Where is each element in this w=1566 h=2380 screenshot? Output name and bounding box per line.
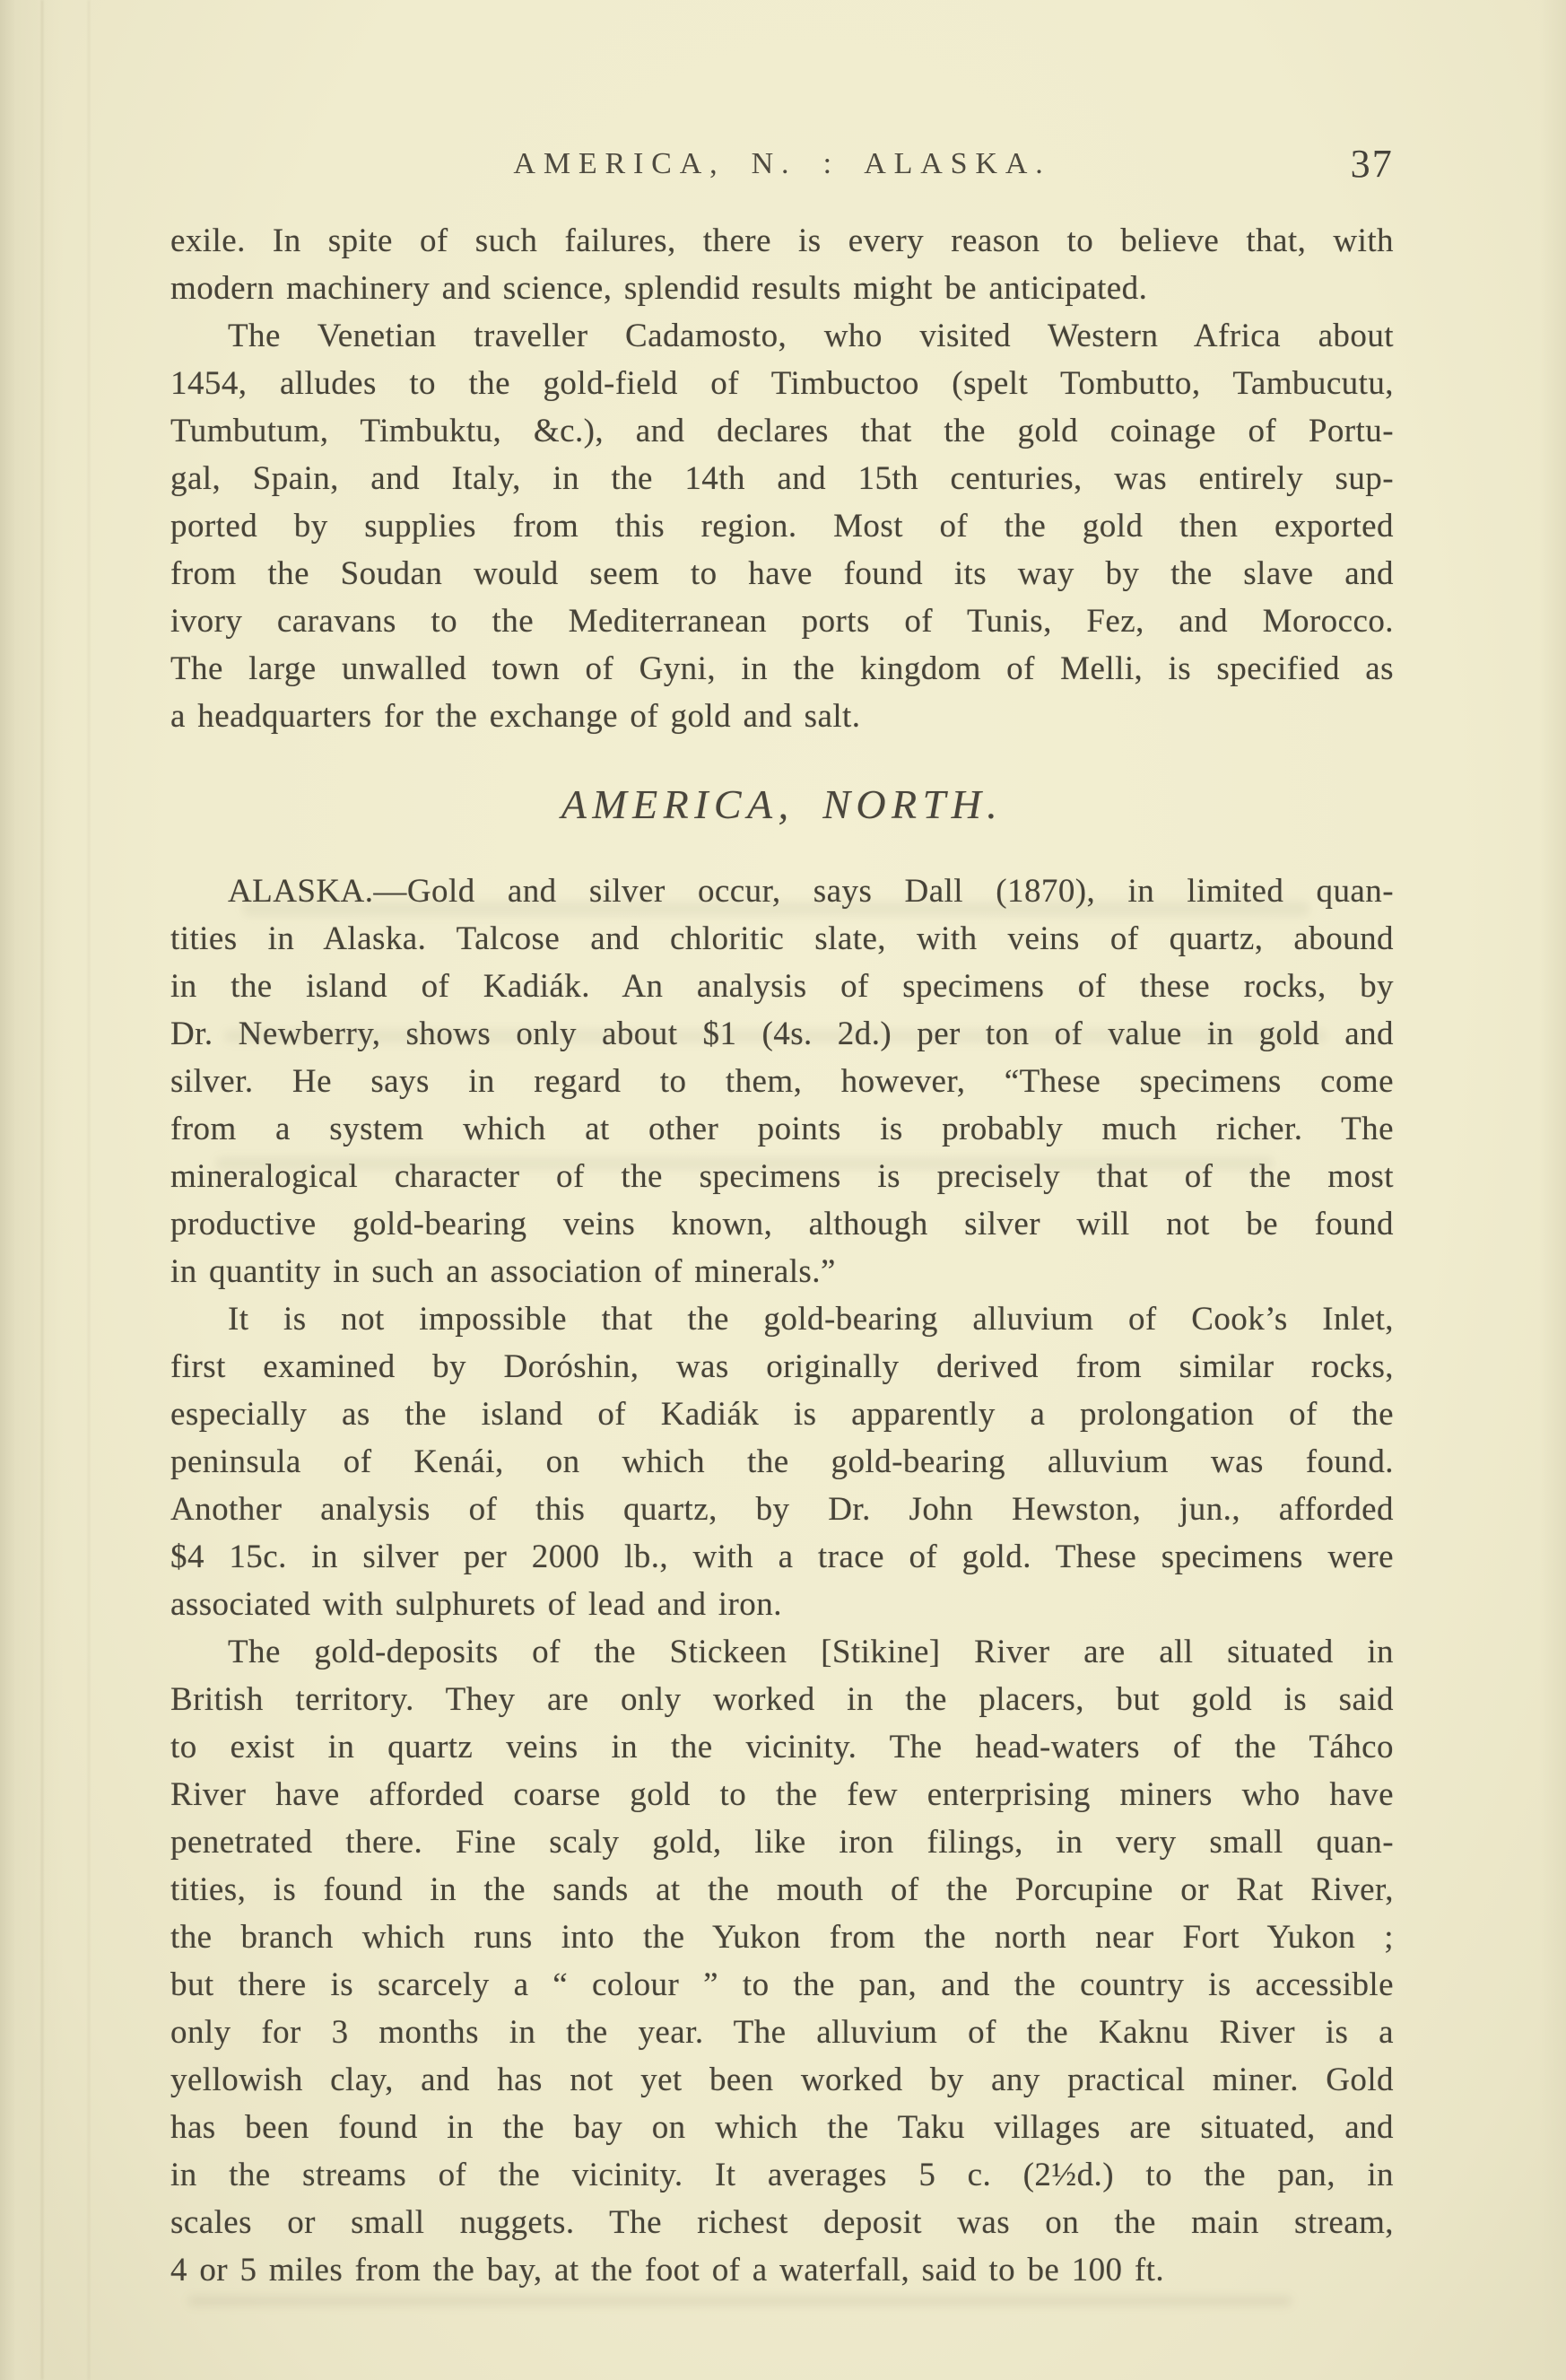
text-line: from the Soudan would seem to have found its way by the slave and [170,555,1394,592]
text-line: The gold-deposits of the Stickeen [Stikine] River are all situated in [228,1634,1394,1670]
text-line: $4 15c. in silver per 2000 lb., with a trace of gold. These specimens were [170,1539,1394,1575]
page-crease [88,0,90,2380]
text-line: ALASKA.—Gold and silver occur, says Dall (1870), in limited quan- [228,873,1394,910]
page-crease [41,0,43,2380]
text-line: Another analysis of this quartz, by Dr. John Hewston, jun., afforded [170,1491,1394,1528]
text-line: scales or small nuggets. The richest deposit was on the main stream, [170,2204,1394,2241]
page-header [170,142,1394,187]
text-line: a headquarters for the exchange of gold and salt. [170,698,861,735]
paragraph-block-bottom [170,867,1394,2294]
text-line: ported by supplies from this region. Most of the gold then exported [170,508,1394,545]
text-line: but there is scarcely a “ colour ” to the pan, and the country is accessible [170,1966,1394,2003]
page-body [170,217,1394,2294]
text-line: It is not impossible that the gold-bearing alluvium of Cook’s Inlet, [228,1301,1394,1338]
text-line: Dr. Newberry, shows only about $1 (4s. 2d.) per ton of value in gold and [170,1016,1394,1052]
text-line: in the streams of the vicinity. It averages 5 c. (2½d.) to the pan, in [170,2157,1394,2193]
text-line: to exist in quartz veins in the vicinity. The head-waters of the Táhco [170,1729,1394,1765]
text-line: 4 or 5 miles from the bay, at the foot of a waterfall, said to be 100 ft. [170,2252,1165,2288]
text-line: The Venetian traveller Cadamosto, who visited Western Africa about [228,318,1394,354]
text-line: modern machinery and science, splendid results might be anticipated. [170,270,1148,307]
text-line: 1454, alludes to the gold-field of Timbuctoo (spelt Tombutto, Tambucutu, [170,365,1394,402]
text-line: especially as the island of Kadiák is apparently a prolongation of the [170,1396,1394,1433]
text-line: the branch which runs into the Yukon from the north near Fort Yukon ; [170,1919,1394,1956]
text-line: productive gold-bearing veins known, although silver will not be found [170,1206,1394,1242]
text-line: silver. He says in regard to them, however, “These specimens come [170,1063,1394,1100]
text-line: in the island of Kadiák. An analysis of specimens of these rocks, by [170,968,1394,1005]
text-line: associated with sulphurets of lead and iron. [170,1586,782,1623]
text-line: from a system which at other points is probably much richer. The [170,1111,1394,1147]
text-line: in quantity in such an association of minerals.” [170,1253,836,1290]
page-number: 37 [1350,142,1394,186]
text-line: tities, is found in the sands at the mouth of the Porcupine or Rat River, [170,1871,1394,1908]
text-line: Tumbutum, Timbuktu, &c.), and declares that the gold coinage of Portu- [170,413,1394,449]
running-title: AMERICA, N. : ALASKA. [513,147,1051,180]
text-line: peninsula of Kenái, on which the gold-bearing alluvium was found. [170,1443,1394,1480]
show-through-ghost [188,2297,1292,2306]
text-line: ivory caravans to the Mediterranean ports of Tunis, Fez, and Morocco. [170,603,1394,640]
text-line: River have afforded coarse gold to the few enterprising miners who have [170,1776,1394,1813]
text-line: tities in Alaska. Talcose and chloritic slate, with veins of quartz, abound [170,920,1394,957]
text-line: first examined by Doróshin, was originally derived from similar rocks, [170,1348,1394,1385]
text-line: mineralogical character of the specimens is precisely that of the most [170,1158,1394,1195]
text-line: The large unwalled town of Gyni, in the kingdom of Melli, is specified as [170,650,1394,687]
text-line: gal, Spain, and Italy, in the 14th and 15th centuries, was entirely sup- [170,460,1394,497]
text-line: British territory. They are only worked in the placers, but gold is said [170,1681,1394,1718]
text-line: only for 3 months in the year. The alluvium of the Kaknu River is a [170,2014,1394,2051]
text-line: penetrated there. Fine scaly gold, like iron filings, in very small quan- [170,1824,1394,1861]
text-line: yellowish clay, and has not yet been worked by any practical miner. Gold [170,2062,1394,2098]
text-line: exile. In spite of such failures, there is every reason to believe that, with [170,222,1394,259]
paragraph-block-top [170,217,1394,740]
text-line: has been found in the bay on which the Taku villages are situated, and [170,2109,1394,2146]
section-heading: AMERICA, NORTH. [561,781,1004,827]
